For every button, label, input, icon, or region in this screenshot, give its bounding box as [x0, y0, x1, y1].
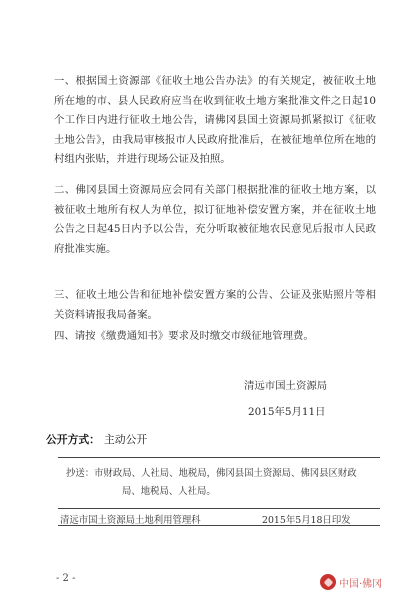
divider-bottom — [58, 525, 380, 526]
cc-label: 抄送： — [66, 468, 95, 479]
disclosure-label: 公开方式： — [46, 433, 100, 446]
cc-line-2: 局、地税局、人社局。 — [122, 486, 216, 497]
divider-middle — [58, 508, 380, 509]
disclosure-value: 主动公开 — [103, 433, 148, 446]
divider-top — [58, 457, 380, 458]
paragraph-2: 二、佛冈县国土资源局应会同有关部门根据批准的征收土地方案，以被征收土地所有权人为单位，拟订征地补偿安置方案，并在征收土地公告之日起45日内予以公告，充分听取被征地农民意见后报市人民政府批准实施。 — [54, 184, 376, 255]
signature-org: 清远市国土资源局 — [244, 380, 328, 392]
paragraph-3: 三、征收土地公告和征地补偿安置方案的公告、公证及张贴照片等相关资料请报我局备案。 — [54, 289, 376, 321]
paragraph-1: 一、根据国土资源部《征收土地公告办法》的有关规定，被征收土地所在地的市、县人民政府应当在收到征收土地方案批准文件之日起10个工作日内进行征收土地公告，请佛冈县国土资源局抓紧拟订《征收土地公告》，由我局审核报市人民政府批准后，在被征地单位所在地的村组内张贴，并进行现场公证及拍照。 — [54, 75, 376, 166]
seal-icon — [320, 574, 336, 590]
watermark-text: 中国·佛冈 — [339, 578, 383, 590]
paragraph-4: 四、请按《缴费通知书》要求及时缴交市级征地管理费。 — [54, 330, 314, 342]
cc-block — [66, 465, 376, 501]
watermark — [320, 574, 382, 590]
issue-date: 2015年5月18日印发 — [262, 515, 351, 526]
page-number: - 2 - — [56, 573, 76, 584]
issuer: 清远市国土资源局土地利用管理科 — [60, 515, 201, 526]
cc-line-1: 市财政局、人社局、地税局，佛冈县国土资源局、佛冈县区财政 — [94, 468, 357, 479]
disclosure — [46, 432, 147, 447]
signature-date: 2015年5月11日 — [248, 406, 326, 418]
